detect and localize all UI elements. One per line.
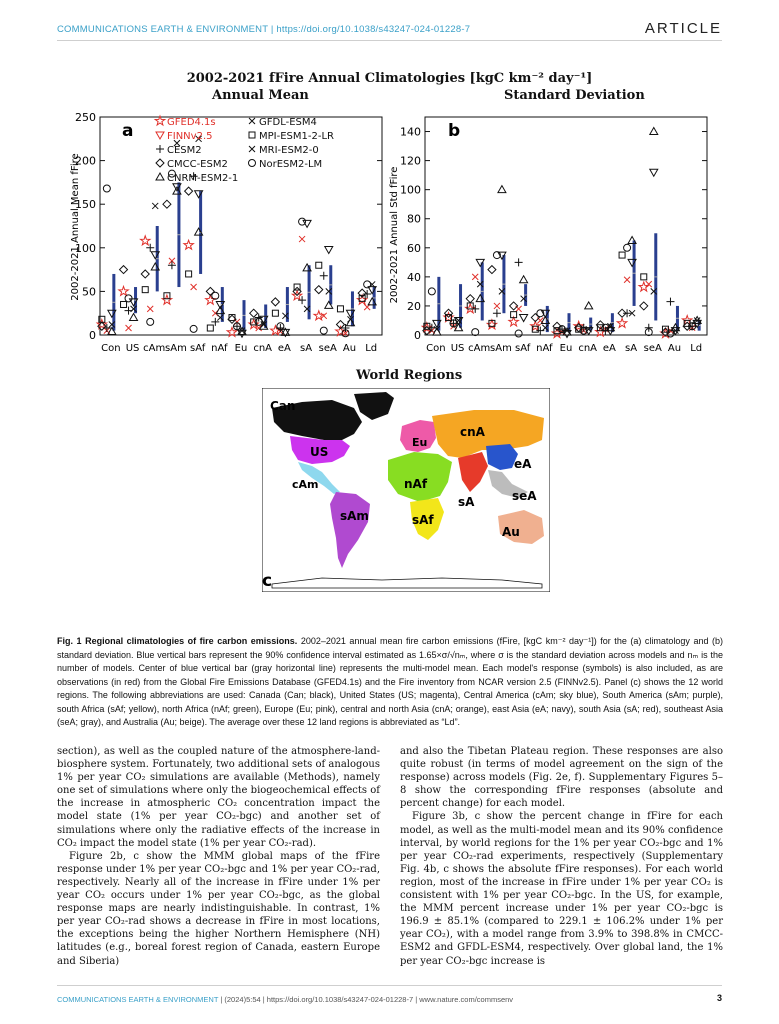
- map-label-saf: sAf: [412, 513, 434, 527]
- data-point: [509, 317, 519, 326]
- chart-panel-b: [385, 105, 720, 365]
- data-point: [121, 301, 127, 307]
- panel-c-label: c: [262, 571, 273, 591]
- header-divider: [57, 40, 722, 41]
- x-tick-label: cAm: [143, 343, 166, 354]
- legend-label: MPI-ESM1-2-LR: [259, 131, 334, 142]
- caption-label: Fig. 1 Regional climatologies of fire carbon emissions.: [57, 636, 298, 646]
- x-tick-label: US: [450, 343, 465, 354]
- legend-marker: [249, 132, 255, 138]
- data-point: [146, 244, 154, 252]
- body-column-left: [57, 745, 380, 968]
- body-column-right: [400, 745, 723, 968]
- data-point: [666, 298, 674, 306]
- plot-frame: [425, 117, 707, 335]
- data-point: [364, 281, 371, 288]
- x-tick-label: seA: [318, 343, 337, 354]
- x-tick-label: cnA: [578, 343, 598, 354]
- figure-caption: [57, 635, 723, 730]
- y-tick-label: 120: [400, 154, 421, 168]
- data-point: [207, 325, 213, 331]
- data-point: [141, 236, 151, 245]
- x-tick-label: Con: [426, 343, 446, 354]
- y-tick-label: 150: [75, 198, 96, 212]
- data-point: [206, 295, 216, 304]
- y-tick-label: 100: [75, 241, 96, 255]
- legend-label: CNRM-ESM2-1: [167, 173, 239, 184]
- x-tick-label: nAf: [211, 343, 228, 354]
- map-label-cna: cnA: [460, 425, 485, 439]
- footer-journal: COMMUNICATIONS EARTH & ENVIRONMENT: [57, 995, 219, 1004]
- legend-label: CMCC-ESM2: [167, 159, 228, 170]
- data-point: [337, 306, 343, 312]
- y-tick-label: 80: [407, 212, 421, 226]
- data-point: [168, 261, 176, 269]
- footer-info: | (2024)5:54 | https://doi.org/10.1038/s43247-024-01228-7 | www.nature.com/commsenv: [220, 995, 514, 1004]
- data-point: [320, 272, 328, 280]
- y-tick-label: 140: [400, 125, 421, 139]
- data-point: [641, 274, 647, 280]
- data-point: [119, 286, 129, 295]
- panel-c-title: World Regions: [356, 368, 463, 383]
- y-tick-label: 50: [82, 285, 96, 299]
- data-point: [147, 318, 154, 325]
- data-point: [191, 284, 197, 290]
- data-point: [520, 315, 528, 322]
- legend-label: MRI-ESM2-0: [259, 145, 319, 156]
- ci-bars-a: [112, 182, 375, 330]
- x-tick-label: sA: [625, 343, 638, 354]
- data-point: [650, 169, 658, 176]
- ci-bars-b: [437, 233, 700, 332]
- body-paragraph: section), as well as the coupled nature of the atmosphere-land-biosphere system. Fortunately, two additional sets of analogous 1% per year CO₂ simulations are available (Methods), namely one set of simulations where only the biogeochemical effects of the increase in atmospheric CO₂ concentration impact the model state (1% per year CO₂-bgc) and another set of simulations where only the radiative effects of the increase in CO₂ impact the model state (1% per year CO₂-rad).: [57, 746, 380, 849]
- panel-a-title: Annual Mean: [212, 88, 309, 103]
- x-tick-label: sAf: [515, 343, 531, 354]
- map-label-eu: Eu: [412, 436, 428, 449]
- x-tick-label: eA: [277, 343, 291, 354]
- map-label-us: US: [310, 445, 329, 459]
- y-tick-label: 40: [407, 270, 421, 284]
- data-point: [515, 258, 523, 266]
- x-tick-label: sA: [300, 343, 313, 354]
- x-tick-label: sAf: [190, 343, 206, 354]
- caption-text: 2002–2021 annual mean fire carbon emissions (fFire, [kgC km⁻² day⁻¹]) for the (a) climatology and (b) standard deviation. Blue vertical bars represent the 90% confidence interval estimated as 1.65×σ/√nₘ, where σ is the standard deviation across models and nₘ is the number of models. Center of blue vertical bar (gray horizontal line) represents the multi-model mean. Each model's response (symbols) is also included, as are observations (in red) from the Global Fire Emissions Database (GFED4.1s) and the Fire inventory from NCAR version 2.5 (FINNv2.5). Panel (c) shows the 12 world regions. The following abbreviations are used: Canada (Can; black), United States (US; magenta), Central America (cAm; sky blue), South America (sAm; purple), south Africa (sAf; yellow), north Africa (nAf; green), Europe (Eu; pink), central and north Asia (cnA; orange), east Asia (eA; navy), south Asia (sA; red), southeast Asia (seA; gray), and Australia (Au; beige). The average over these 12 land regions is abbreviated as “Ld”.: [57, 636, 723, 727]
- y-tick-label: 250: [75, 111, 96, 124]
- x-tick-label: cnA: [253, 343, 273, 354]
- page-number: 3: [716, 993, 722, 1003]
- data-point: [299, 218, 306, 225]
- data-point: [190, 325, 197, 332]
- y-tick-label: 0: [414, 329, 421, 342]
- figure-title: 2002-2021 fFire Annual Climatologies [kgC km⁻² day⁻¹]: [186, 71, 593, 86]
- x-tick-label: cAm: [468, 343, 491, 354]
- x-tick-label: nAf: [536, 343, 553, 354]
- data-point: [250, 309, 258, 317]
- y-tick-label: 20: [407, 299, 421, 313]
- footer: [57, 995, 513, 1004]
- data-point: [120, 266, 128, 274]
- legend-marker: [249, 160, 256, 167]
- data-point: [185, 187, 193, 195]
- y-tick-label: 0: [89, 329, 96, 342]
- map-label-can: Can: [270, 399, 296, 413]
- body-paragraph: and also the Tibetan Plateau region. These responses are also quite robust (in terms of model agreement on the sign of the response) across models (Fig. 2e, f). Supplementary Figures 5–8 show the corresponding fFire responses (absolute and percent change) for each model.: [400, 746, 723, 810]
- data-point: [520, 276, 528, 283]
- data-point: [515, 330, 522, 337]
- y-axis-label-a: 2002-2021 Annual Mean fFire: [70, 153, 81, 301]
- data-point: [184, 240, 194, 249]
- data-point: [466, 295, 474, 303]
- data-point: [428, 288, 435, 295]
- map-label-sam: sAm: [340, 509, 369, 523]
- data-point: [646, 281, 652, 287]
- data-point: [315, 286, 323, 294]
- y-axis-label-b: 2002-2021 Annual Std fFire: [389, 166, 400, 304]
- x-tick-label: Au: [667, 343, 682, 354]
- map-label-naf: nAf: [404, 477, 428, 491]
- data-point: [624, 277, 630, 283]
- data-point: [152, 203, 158, 209]
- legend-marker: [249, 146, 255, 152]
- x-tick-label: sAm: [165, 343, 187, 354]
- panel-b-label: b: [448, 121, 461, 141]
- data-point: [126, 325, 132, 331]
- panel-b-title: Standard Deviation: [504, 88, 645, 103]
- map-label-ea: eA: [514, 457, 532, 471]
- data-point: [272, 310, 278, 316]
- data-point: [472, 274, 478, 280]
- data-point: [624, 244, 631, 251]
- data-point: [494, 303, 500, 309]
- x-tick-label: US: [125, 343, 140, 354]
- data-point: [316, 262, 322, 268]
- x-tick-label: Eu: [234, 343, 248, 354]
- legend-marker: [156, 159, 164, 167]
- data-point: [639, 282, 649, 291]
- legend-label: FINNv2.5: [167, 131, 213, 142]
- data-point: [103, 185, 110, 192]
- data-point: [186, 271, 192, 277]
- legend: [155, 116, 334, 184]
- y-tick-label: 100: [400, 183, 421, 197]
- data-point: [650, 128, 658, 135]
- journal-header: COMMUNICATIONS EARTH & ENVIRONMENT | https://doi.org/10.1038/s43247-024-01228-7: [57, 24, 471, 35]
- model-points-b: [422, 128, 701, 338]
- x-tick-label: eA: [602, 343, 616, 354]
- model-points-a: [97, 136, 376, 337]
- legend-label: GFED4.1s: [167, 117, 216, 128]
- data-point: [320, 327, 327, 334]
- plot-frame: [100, 117, 382, 335]
- data-point: [130, 314, 138, 321]
- x-tick-label: Ld: [690, 343, 703, 354]
- y-tick-label: 200: [75, 154, 96, 168]
- legend-marker: [156, 173, 164, 180]
- panel-a-label: a: [122, 121, 134, 141]
- data-point: [142, 287, 148, 293]
- data-point: [141, 270, 149, 278]
- map-label-au: Au: [502, 525, 520, 539]
- x-tick-label: seA: [643, 343, 662, 354]
- data-point: [325, 247, 333, 254]
- y-tick-label: 60: [407, 241, 421, 255]
- data-point: [314, 311, 324, 320]
- data-point: [163, 200, 171, 208]
- body-paragraph: Figure 3b, c show the percent change in fFire for each model, as well as the multi-model mean and its 90% confidence interval, by world regions for the 1% per year CO₂-bgc and 1% per year CO₂-rad experiments, respectively (Supplementary Fig. 4b, c shows the absolute fFire responses). For each world region, most of the increase in fFire under 1% per year CO₂ is consistent with 1% per year CO₂-bgc. In the US, for example, the MMM percent increase under 1% per year CO₂-bgc is 196.9 ± 85.1% (compared to 229.1 ± 106.2% under 1% per year CO₂), with a model range from 3.9% to 398.8% in CMCC-ESM2 and GFDL-ESM4, respectively. Over global land, the 1% per year CO₂-bgc increase is: [400, 811, 723, 967]
- map-label-cam: cAm: [292, 478, 319, 491]
- legend-marker: [249, 118, 255, 124]
- x-tick-label: Ld: [365, 343, 378, 354]
- data-point: [585, 302, 593, 309]
- footer-divider: [57, 985, 722, 986]
- x-tick-label: sAm: [490, 343, 512, 354]
- world-regions-map: [262, 388, 550, 592]
- data-point: [488, 266, 496, 274]
- data-point: [619, 252, 625, 258]
- data-point: [271, 298, 279, 306]
- map-label-sa: sA: [458, 495, 475, 509]
- data-point: [617, 318, 627, 327]
- body-paragraph: Figure 2b, c show the MMM global maps of the fFire response under 1% per year CO₂-bgc and 1% per year CO₂-rad, respectively. Nearly all of the increase in fFire under 1% per year CO₂ occurs under 1% per year CO₂-bgc, as the global response maps are nearly indistinguishable. In contrast, 1% per year CO₂-rad shows a decrease in fFire in most locations, the exceptions being the higher Northern Hemisphere (NH) latitudes (e.g., boreal forest region of Canada, eastern Europe and Siberia): [57, 850, 380, 967]
- data-point: [299, 236, 305, 242]
- data-point: [493, 309, 501, 317]
- data-point: [640, 302, 648, 310]
- legend-marker: [156, 145, 164, 153]
- map-label-sea: seA: [512, 489, 537, 503]
- article-type: ARTICLE: [644, 20, 722, 37]
- x-tick-label: Au: [342, 343, 357, 354]
- x-tick-label: Eu: [559, 343, 573, 354]
- data-point: [147, 306, 153, 312]
- legend-label: NorESM2-LM: [259, 159, 323, 170]
- data-point: [498, 186, 506, 193]
- legend-label: GFDL-ESM4: [259, 117, 317, 128]
- legend-marker: [156, 132, 164, 139]
- x-tick-label: Con: [101, 343, 121, 354]
- legend-label: CESM2: [167, 145, 202, 156]
- chart-panel-a: [60, 105, 395, 365]
